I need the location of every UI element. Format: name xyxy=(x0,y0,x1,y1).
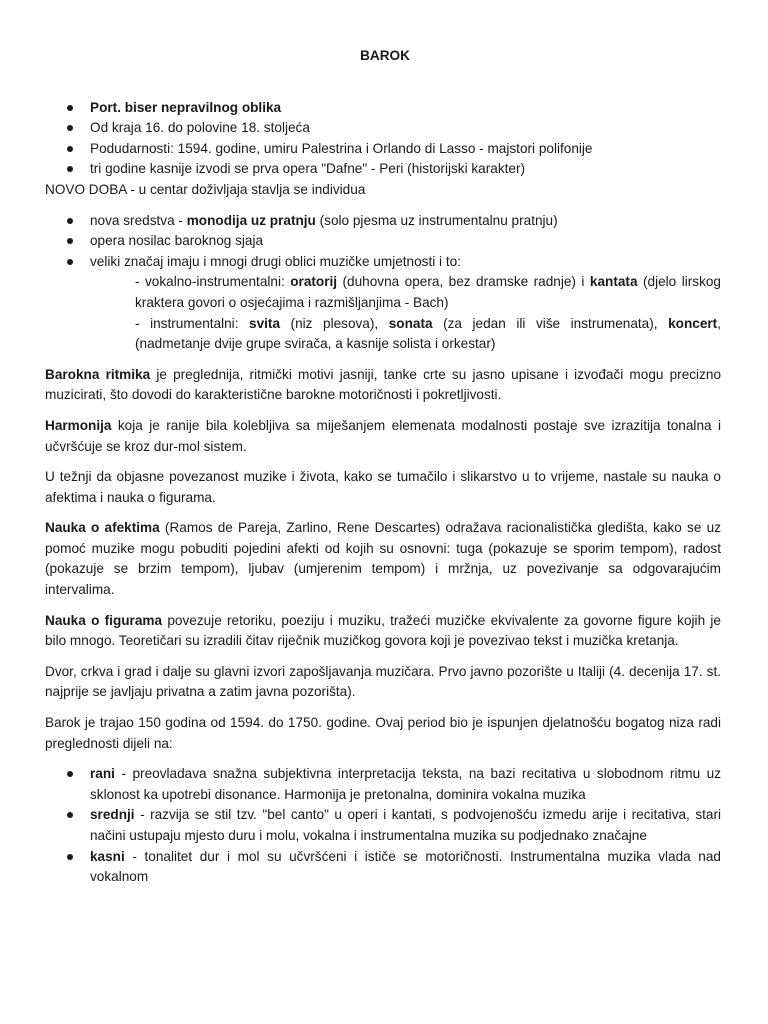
list-item xyxy=(45,764,721,805)
paragraph-ritmika xyxy=(45,365,721,406)
bold-text: Barokna ritmika xyxy=(45,366,151,382)
list-item xyxy=(45,98,721,119)
bold-text: svita xyxy=(249,315,281,331)
bold-text: sonata xyxy=(388,315,433,331)
periods-list xyxy=(45,764,721,888)
sub-item-instrumental xyxy=(45,314,721,355)
forms-list xyxy=(45,211,721,273)
list-item xyxy=(45,252,721,273)
item-text: Podudarnosti: 1594. godine, umiru Palestrina i Orlando di Lasso - majstori polifonije xyxy=(90,140,593,156)
list-item xyxy=(45,805,721,846)
paragraph-trajao: Barok je trajao 150 godina od 1594. do 1750. godine. Ovaj period bio je ispunjen djelatnošću bogatog niza radi preglednosti dijeli na: xyxy=(45,715,721,751)
sub-text: (djelo lirskog kraktera govori o osjećajima i razmišljanjima - Bach) xyxy=(135,274,721,310)
sub-text: (niz plesova), xyxy=(280,315,389,331)
paragraph-text: (Ramos de Pareja, Zarlino, Rene Descartes) odražava racionalistička gledišta, kako se uz pomoć muzike mogu pobuditi pojedini afekti od kojih su osnovni: tuga (pokazuje se sporim tempom), radost (pokazuje se brzim tempom), ljubav (umjerenim tempom) i mržnja, uz povezivanje sa odgovarajućim intervalima. xyxy=(45,520,721,598)
bold-text: monodija uz pratnju xyxy=(186,212,316,228)
paragraph-harmonija xyxy=(45,416,721,457)
bold-text: koncert xyxy=(668,315,718,331)
item-text: veliki značaj imaju i mnogi drugi oblici muzičke umjetnosti i to: xyxy=(90,253,461,269)
item-text: opera nosilac baroknog sjaja xyxy=(90,233,264,249)
list-item xyxy=(45,159,721,180)
sub-text: , (nadmetanje dvije grupe svirača, a kasnije solista i orkestar) xyxy=(135,315,721,352)
bold-text: Harmonija xyxy=(45,417,112,433)
sub-text: - vokalno-instrumentalni: xyxy=(135,274,291,290)
novo-doba-line: NOVO DOBA - u centar doživljaja stavlja se individua xyxy=(45,181,366,197)
bold-text: srednji xyxy=(90,807,135,823)
sub-item-vocal-instrumental xyxy=(45,272,721,313)
item-text: nova sredstva - xyxy=(90,212,187,228)
bold-text: oratorij xyxy=(290,274,338,290)
page-title: BAROK xyxy=(360,48,410,63)
paragraph-dvor: Dvor, crkva i grad i dalje su glavni izvori zapošljavanja muzičara. Prvo javno pozorište u Italiji (4. decenija 17. st. najprije se javljaju privatna a zatim javna pozorišta). xyxy=(45,663,721,700)
bold-text: Port. biser nepravilnog oblika xyxy=(90,99,282,115)
list-item xyxy=(45,847,721,888)
item-text: (solo pjesma uz instrumentalnu pratnju) xyxy=(315,212,558,228)
paragraph-figure xyxy=(45,611,721,652)
intro-list xyxy=(45,98,721,180)
bold-text: Nauka o afektima xyxy=(45,520,160,536)
paragraph-text: koja je ranije bila kolebljiva sa miješanjem elemenata modalnosti postaje sve izrazitija tonalna i učvršćuje se kroz dur-mol sistem. xyxy=(45,417,721,454)
item-text: - preovladava snažna subjektivna interpretacija teksta, na bazi recitativa u slobodnom ritmu uz sklonost ka upotrebi disonance. Harmonija je pretonalna, dominira vokalna muzika xyxy=(90,766,721,802)
item-text: - tonalitet dur i mol su učvršćeni i ističe se motoričnosti. Instrumentalna muzika vlada nad vokalnom xyxy=(90,848,721,885)
bold-text: rani xyxy=(90,766,115,782)
sub-text: (duhovna opera, bez dramske radnje) i xyxy=(337,274,590,290)
item-text: tri godine kasnije izvodi se prva opera "Dafne" - Peri (historijski karakter) xyxy=(90,161,526,177)
list-item xyxy=(45,118,721,139)
bold-text: kasni xyxy=(90,848,125,864)
list-item xyxy=(45,139,721,160)
paragraph-teznja: U težnji da objasne povezanost muzike i života, kako se tumačilo i slikarstvo u to vrijeme, nastale su nauka o afektima i nauka o figurama. xyxy=(45,469,721,505)
item-text: Od kraja 16. do polovine 18. stoljeća xyxy=(90,120,310,136)
paragraph-text: povezuje retoriku, poeziju i muziku, tražeći muzičke ekvivalente za govorne figure kojih je bilo mnogo. Teoretičari su izradili čitav riječnik muzičkog govora koji je povezivao tekst i muzička kretanja. xyxy=(45,612,721,649)
list-item xyxy=(45,211,721,232)
item-text: - razvija se stil tzv. "bel canto" u operi i kantati, s podvojenošću izmedu arije i recitativa, stari načini ustupaju mjesto duru i molu, vokalna i instrumentalna muzika su podjednako značajne xyxy=(90,807,721,843)
document-page xyxy=(45,46,721,888)
sub-text: (za jedan ili više instrumenata), xyxy=(432,315,669,331)
paragraph-text: je preglednija, ritmički motivi jasniji, tanke crte su jasno upisane i izvođači mogu precizno muzicirati, što dovodi do karakteristične barokne motoričnosti i pokretljivosti. xyxy=(45,366,721,403)
bold-text: Nauka o figurama xyxy=(45,612,163,628)
sub-text: - instrumentalni: xyxy=(135,315,250,331)
paragraph-afekti xyxy=(45,518,721,600)
list-item xyxy=(45,231,721,252)
bold-text: kantata xyxy=(589,274,638,290)
